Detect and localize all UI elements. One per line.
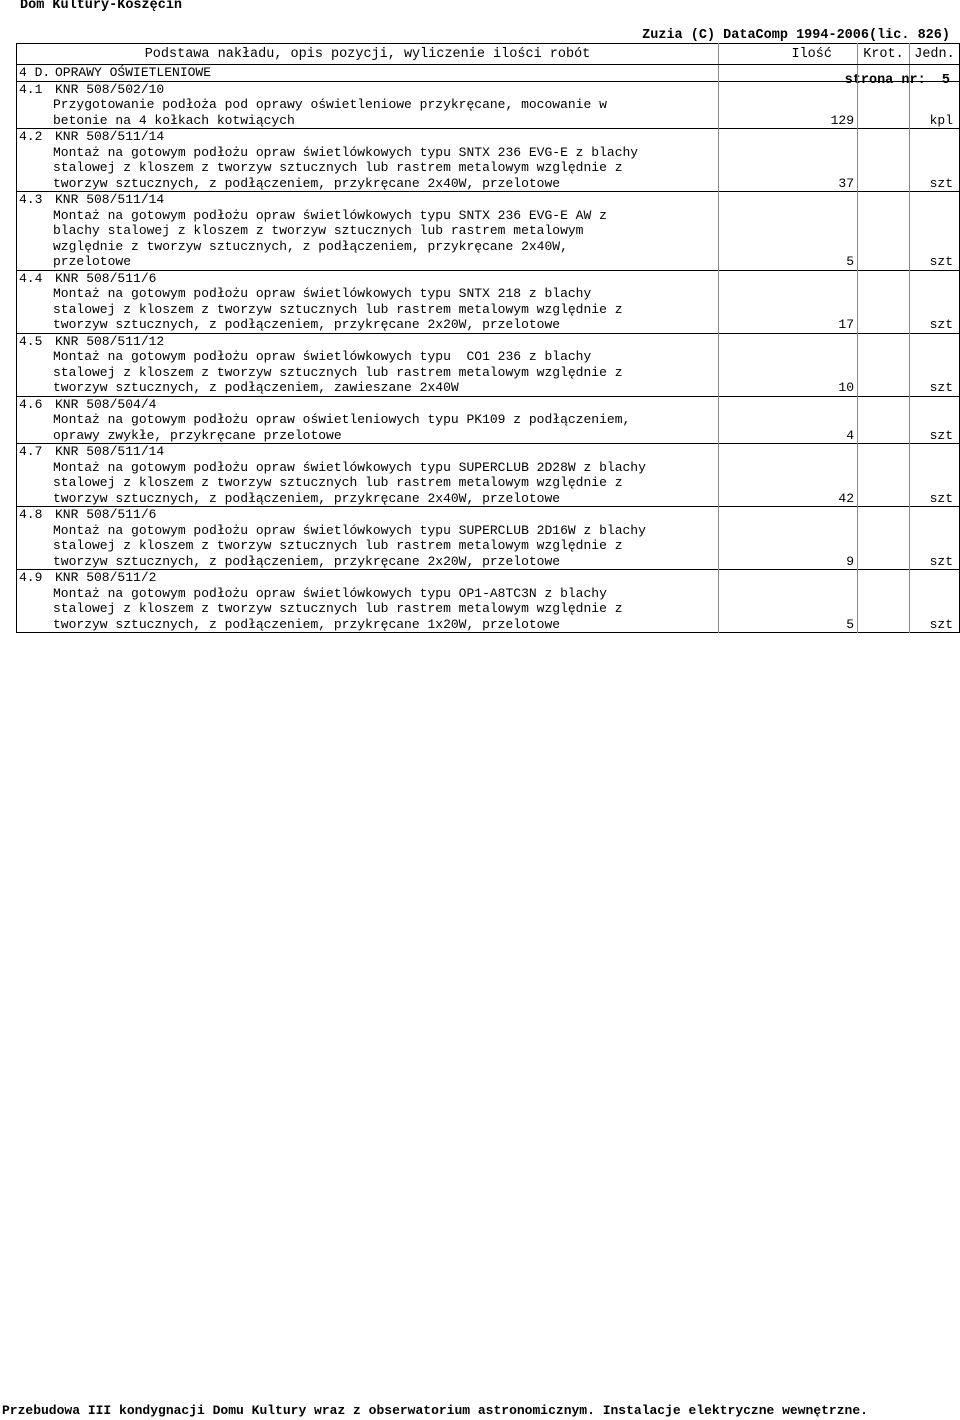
item-quantity: 42 (719, 444, 858, 507)
item-unit: szt (910, 507, 960, 570)
item-description-line: tworzyw sztucznych, z podłączeniem, przykręcane 1x20W, przelotowe (53, 616, 561, 632)
item-norm-code: KNR 508/511/6 (55, 507, 157, 522)
item-description-line: Montaż na gotowym podłożu opraw świetlówkowych typu SNTX 236 EVG-E z blachy (53, 144, 639, 160)
item-description-line: Montaż na gotowym podłożu opraw świetlówkowych typu SNTX 236 EVG-E AW z (53, 207, 607, 223)
item-description-line: Montaż na gotowym podłożu opraw oświetleniowych typu PK109 z podłączeniem, (53, 412, 631, 427)
item-number: 4.1 (19, 81, 43, 97)
item-quantity: 9 (719, 507, 858, 570)
item-quantity: 10 (719, 333, 858, 396)
item-description-line: stalowej z kloszem z tworzyw sztucznych lub rastrem metalowym względnie z (53, 475, 623, 490)
item-description-line: Montaż na gotowym podłożu opraw świetlówkowych typu CO1 236 z blachy (53, 349, 592, 364)
item-multiplier (858, 270, 910, 333)
table-row (17, 333, 960, 396)
item-description-cell (17, 570, 719, 633)
item-description-cell (17, 333, 719, 396)
table-row (17, 129, 960, 192)
item-description-line: tworzyw sztucznych, z podłączeniem, zawieszane 2x40W (53, 380, 459, 395)
item-description-line: tworzyw sztucznych, z podłączeniem, przykręcane 2x20W, przelotowe (53, 553, 561, 569)
item-unit: szt (910, 192, 960, 271)
item-multiplier (858, 129, 910, 192)
item-unit: szt (910, 570, 960, 633)
item-description-line: Montaż na gotowym podłożu opraw świetlówkowych typu SUPERCLUB 2D28W z blachy (53, 459, 646, 475)
item-unit: szt (910, 396, 960, 444)
software-license-line: Zuzia (C) DataComp 1994-2006(lic. 826) (642, 28, 950, 43)
column-header-quantity: Ilość (719, 44, 858, 65)
item-norm-code: KNR 508/511/6 (55, 270, 157, 286)
item-norm-code: KNR 508/511/12 (55, 333, 165, 349)
item-description-line: Montaż na gotowym podłożu opraw świetlówkowych typu SUPERCLUB 2D16W z blachy (53, 522, 646, 538)
item-description-line: stalowej z kloszem z tworzyw sztucznych lub rastrem metalowym względnie z (53, 538, 623, 553)
page-number: 5 (941, 73, 950, 88)
table-row (17, 270, 960, 333)
item-number: 4.9 (19, 570, 43, 585)
item-norm-code: KNR 508/511/2 (55, 570, 157, 585)
item-norm-code: KNR 508/511/14 (55, 444, 165, 459)
item-multiplier (858, 333, 910, 396)
document-header-left: Dom Kultury-Koszęcin (20, 0, 183, 13)
item-description-line: tworzyw sztucznych, z podłączeniem, przykręcane 2x40W, przelotowe (53, 490, 561, 506)
item-description-line: Montaż na gotowym podłożu opraw świetlówkowych typu SNTX 218 z blachy (53, 286, 592, 301)
table-row (17, 444, 960, 507)
section-row (17, 65, 960, 82)
item-quantity: 4 (719, 396, 858, 444)
item-unit: szt (910, 129, 960, 192)
column-header-multiplier: Krot. (858, 44, 910, 65)
item-description-line: przelotowe (53, 254, 132, 269)
item-description-line: Montaż na gotowym podłożu opraw świetlówkowych typu OP1-A8TC3N z blachy (53, 585, 607, 601)
item-norm-code: KNR 508/504/4 (55, 396, 157, 412)
item-multiplier (858, 444, 910, 507)
item-description-cell (17, 396, 719, 444)
item-multiplier (858, 396, 910, 444)
item-description-line: stalowej z kloszem z tworzyw sztucznych lub rastrem metalowym względnie z (53, 160, 623, 175)
item-quantity: 37 (719, 129, 858, 192)
item-description-line: względnie z tworzyw sztucznych, z podłączeniem, przykręcane 2x40W, (53, 238, 568, 254)
item-norm-code: KNR 508/502/10 (55, 81, 165, 97)
item-description-line: betonie na 4 kołkach kotwiących (53, 112, 295, 128)
item-multiplier (858, 192, 910, 271)
table-row (17, 396, 960, 444)
item-description-cell (17, 192, 719, 271)
document-footer: Przebudowa III kondygnacji Domu Kultury wraz z obserwatorium astronomicznym. Instalacje elektryczne wewnętrzne. (2, 1403, 868, 1418)
item-description-line: blachy stalowej z kloszem z tworzyw sztucznych lub rastrem metalowym (53, 223, 584, 238)
item-description-cell (17, 129, 719, 192)
item-description-line: stalowej z kloszem z tworzyw sztucznych lub rastrem metalowym względnie z (53, 364, 623, 380)
item-description-line: oprawy zwykłe, przykręcane przelotowe (53, 427, 342, 443)
item-description-cell (17, 81, 719, 129)
item-quantity: 17 (719, 270, 858, 333)
table-row (17, 507, 960, 570)
item-quantity: 129 (719, 81, 858, 129)
section-number: 4 D. (19, 65, 51, 80)
item-quantity: 5 (719, 192, 858, 271)
item-number: 4.7 (19, 444, 43, 459)
item-multiplier (858, 570, 910, 633)
table-row (17, 570, 960, 633)
item-norm-code: KNR 508/511/14 (55, 129, 165, 144)
cost-estimate-table (16, 43, 960, 633)
item-norm-code: KNR 508/511/14 (55, 192, 165, 207)
item-number: 4.6 (19, 396, 43, 412)
item-description-cell (17, 270, 719, 333)
item-unit: kpl (910, 81, 960, 129)
item-number: 4.5 (19, 333, 43, 349)
item-description-line: stalowej z kloszem z tworzyw sztucznych lub rastrem metalowym względnie z (53, 301, 623, 317)
item-multiplier (858, 507, 910, 570)
item-quantity: 5 (719, 570, 858, 633)
item-description-line: stalowej z kloszem z tworzyw sztucznych lub rastrem metalowym względnie z (53, 601, 623, 616)
item-number: 4.4 (19, 270, 43, 286)
item-number: 4.8 (19, 507, 43, 522)
item-description-line: tworzyw sztucznych, z podłączeniem, przykręcane 2x20W, przelotowe (53, 317, 561, 332)
table-row (17, 81, 960, 129)
item-description-line: tworzyw sztucznych, z podłączeniem, przykręcane 2x40W, przelotowe (53, 175, 561, 191)
item-unit: szt (910, 270, 960, 333)
column-header-unit: Jedn. (910, 44, 960, 65)
item-description-cell (17, 507, 719, 570)
column-header-description: Podstawa nakładu, opis pozycji, wyliczenie ilości robót (17, 44, 719, 65)
item-multiplier (858, 81, 910, 129)
section-title: OPRAWY OŚWIETLENIOWE (55, 65, 212, 80)
page-label: strona nr: (844, 73, 926, 88)
item-unit: szt (910, 333, 960, 396)
section-cell (17, 65, 719, 82)
item-description-line: Przygotowanie podłoża pod oprawy oświetleniowe przykręcane, mocowanie w (53, 97, 607, 112)
table-header-row (17, 44, 960, 65)
item-unit: szt (910, 444, 960, 507)
item-number: 4.2 (19, 129, 43, 144)
item-number: 4.3 (19, 192, 43, 207)
table-row (17, 192, 960, 271)
item-description-cell (17, 444, 719, 507)
